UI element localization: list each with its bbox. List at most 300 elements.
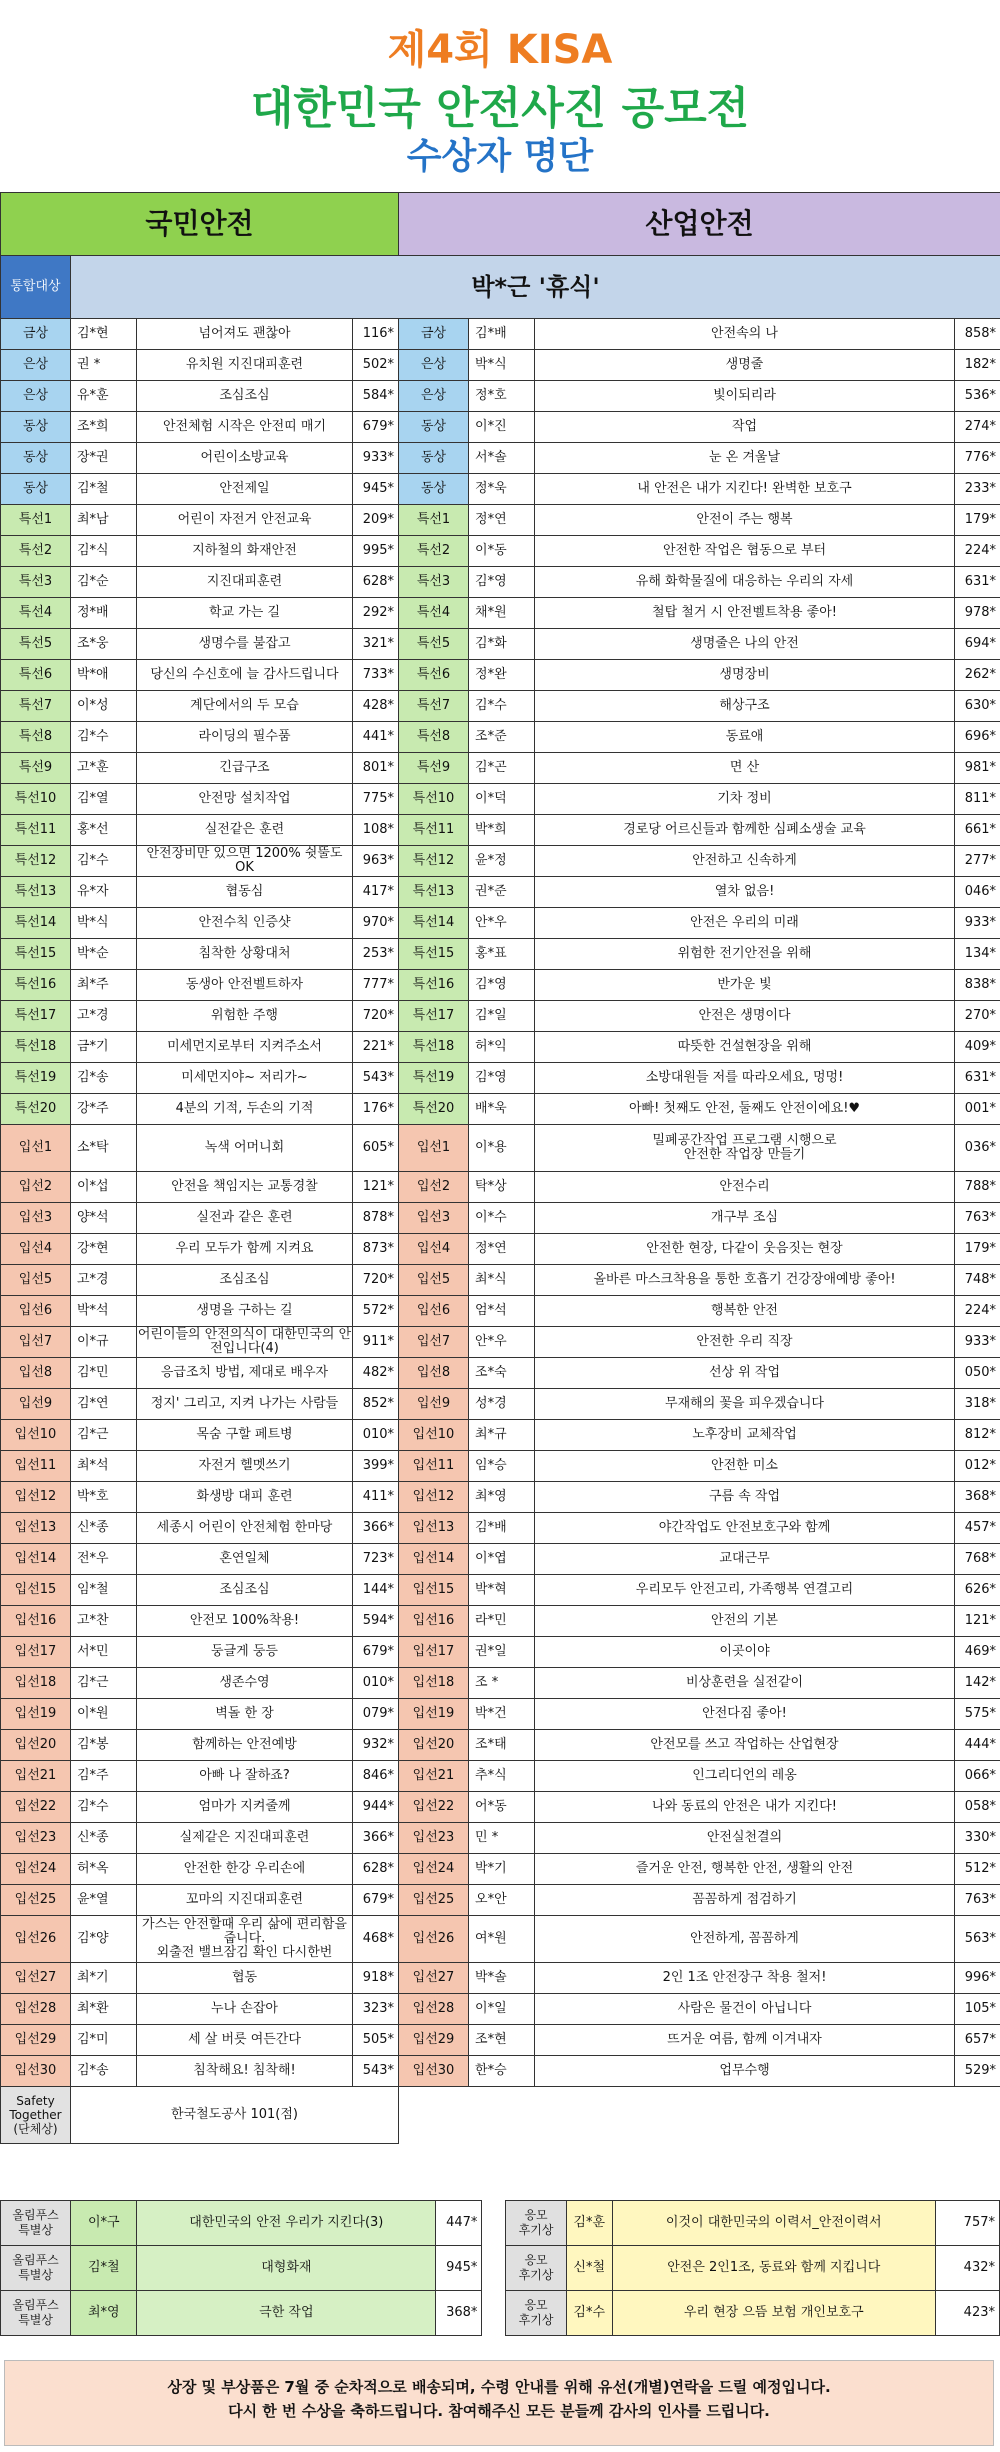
left-winner: 소*탁 (71, 1125, 137, 1172)
right-category: 입선17 (399, 1637, 469, 1668)
right-category: 입선30 (399, 2056, 469, 2087)
left-code: 321* (353, 629, 399, 660)
left-winner: 강*현 (71, 1234, 137, 1265)
right-title: 면 산 (535, 753, 955, 784)
right-title: 무재해의 꽃을 피우겠습니다 (535, 1389, 955, 1420)
left-winner: 이*섭 (71, 1172, 137, 1203)
olympus-award-code: 945* (436, 2246, 482, 2291)
right-title: 위험한 전기안전을 위해 (535, 939, 955, 970)
left-winner: 이*규 (71, 1327, 137, 1358)
left-winner: 김*민 (71, 1358, 137, 1389)
left-winner: 박*애 (71, 660, 137, 691)
right-title: 노후장비 교체작업 (535, 1420, 955, 1451)
right-winner: 김*영 (469, 567, 535, 598)
left-winner: 김*수 (71, 846, 137, 877)
left-category: 입선29 (1, 2025, 71, 2056)
left-title: 4분의 기적, 두손의 기적 (137, 1094, 353, 1125)
right-category: 특선10 (399, 784, 469, 815)
award-row (1, 1994, 1000, 2025)
right-code: 121* (955, 1606, 1000, 1637)
right-title: 구름 속 작업 (535, 1482, 955, 1513)
right-title: 안전한 우리 직장 (535, 1327, 955, 1358)
right-winner: 허*익 (469, 1032, 535, 1063)
right-winner: 박*솔 (469, 1963, 535, 1994)
award-row (1, 1358, 1000, 1389)
left-code: 679* (353, 1885, 399, 1916)
review-award-winner: 김*수 (566, 2291, 612, 2336)
award-row (1, 1389, 1000, 1420)
review-award-label: 응모 후기상 (506, 2201, 566, 2246)
right-winner: 안*우 (469, 908, 535, 939)
award-row (1, 567, 1000, 598)
right-winner: 이*동 (469, 536, 535, 567)
left-winner: 조*희 (71, 412, 137, 443)
left-code: 970* (353, 908, 399, 939)
award-row (1, 1063, 1000, 1094)
right-category: 특선15 (399, 939, 469, 970)
left-code: 116* (353, 319, 399, 350)
left-winner: 최*석 (71, 1451, 137, 1482)
left-code: 846* (353, 1761, 399, 1792)
right-category: 입선7 (399, 1327, 469, 1358)
left-category: 입선24 (1, 1854, 71, 1885)
column-gap (482, 2201, 506, 2246)
left-title: 생명을 구하는 길 (137, 1296, 353, 1327)
right-winner: 정*호 (469, 381, 535, 412)
right-winner: 최*식 (469, 1265, 535, 1296)
right-title: 기차 정비 (535, 784, 955, 815)
right-category: 특선5 (399, 629, 469, 660)
left-winner: 신*종 (71, 1513, 137, 1544)
right-title: 인그리디언의 레옹 (535, 1761, 955, 1792)
left-winner: 최*기 (71, 1963, 137, 1994)
right-winner: 한*승 (469, 2056, 535, 2087)
grand-prize-label: 통합대상 (1, 256, 71, 319)
right-title: 즐거운 안전, 행복한 안전, 생활의 안전 (535, 1854, 955, 1885)
right-title: 나와 동료의 안전은 내가 지킨다! (535, 1792, 955, 1823)
award-row (1, 1544, 1000, 1575)
right-winner: 이*수 (469, 1203, 535, 1234)
left-category: 특선8 (1, 722, 71, 753)
right-winner: 조*태 (469, 1730, 535, 1761)
review-award-code: 757* (935, 2201, 999, 2246)
right-title: 경로당 어르신들과 함께한 심폐소생술 교육 (535, 815, 955, 846)
left-winner: 정*배 (71, 598, 137, 629)
award-row (1, 1482, 1000, 1513)
left-winner: 김*수 (71, 1792, 137, 1823)
right-category: 특선2 (399, 536, 469, 567)
award-row (1, 970, 1000, 1001)
left-category: 특선2 (1, 536, 71, 567)
right-code: 224* (955, 1296, 1000, 1327)
review-award-code: 432* (935, 2246, 999, 2291)
right-title: 우리모두 안전고리, 가족행복 연결고리 (535, 1575, 955, 1606)
right-winner: 김*일 (469, 1001, 535, 1032)
header-industrial-safety: 산업안전 (399, 193, 1000, 256)
right-category: 입선1 (399, 1125, 469, 1172)
right-code: 105* (955, 1994, 1000, 2025)
right-code: 996* (955, 1963, 1000, 1994)
right-category: 입선25 (399, 1885, 469, 1916)
left-code: 572* (353, 1296, 399, 1327)
special-award-row (1, 2246, 1000, 2291)
right-winner: 엄*석 (469, 1296, 535, 1327)
left-code: 852* (353, 1389, 399, 1420)
left-title: 엄마가 지켜줄께 (137, 1792, 353, 1823)
right-winner: 성*경 (469, 1389, 535, 1420)
right-winner: 조*숙 (469, 1358, 535, 1389)
left-code: 628* (353, 1854, 399, 1885)
left-category: 입선16 (1, 1606, 71, 1637)
award-row (1, 1125, 1000, 1172)
award-row (1, 1234, 1000, 1265)
left-category: 입선22 (1, 1792, 71, 1823)
left-category: 특선3 (1, 567, 71, 598)
right-code: 318* (955, 1389, 1000, 1420)
left-winner: 김*주 (71, 1761, 137, 1792)
left-title: 넘어져도 괜찮아 (137, 319, 353, 350)
award-row (1, 1172, 1000, 1203)
award-row (1, 815, 1000, 846)
right-code: 142* (955, 1668, 1000, 1699)
right-code: 575* (955, 1699, 1000, 1730)
left-winner: 이*성 (71, 691, 137, 722)
left-code: 292* (353, 598, 399, 629)
award-row (1, 319, 1000, 350)
award-row (1, 598, 1000, 629)
olympus-award-title: 극한 작업 (137, 2291, 436, 2336)
right-code: 058* (955, 1792, 1000, 1823)
right-code: 788* (955, 1172, 1000, 1203)
olympus-award-code: 368* (436, 2291, 482, 2336)
left-category: 은상 (1, 350, 71, 381)
left-code: 733* (353, 660, 399, 691)
award-row (1, 629, 1000, 660)
right-title: 작업 (535, 412, 955, 443)
right-category: 입선9 (399, 1389, 469, 1420)
right-code: 563* (955, 1916, 1000, 1963)
title-block (0, 0, 1000, 188)
right-title: 비상훈련을 실전같이 (535, 1668, 955, 1699)
award-row (1, 753, 1000, 784)
right-category: 입선4 (399, 1234, 469, 1265)
right-category: 입선19 (399, 1699, 469, 1730)
right-category: 입선8 (399, 1358, 469, 1389)
left-code: 720* (353, 1265, 399, 1296)
right-winner: 조 * (469, 1668, 535, 1699)
right-winner: 정*욱 (469, 474, 535, 505)
right-category: 입선27 (399, 1963, 469, 1994)
left-title: 어린이들의 안전의식이 대한민국의 안전입니다(4) (137, 1327, 352, 1356)
right-code: 838* (955, 970, 1000, 1001)
right-title: 생명줄은 나의 안전 (535, 629, 955, 660)
right-category: 특선16 (399, 970, 469, 1001)
right-title: 안전수리 (535, 1172, 955, 1203)
left-winner: 최*주 (71, 970, 137, 1001)
left-category: 입선23 (1, 1823, 71, 1854)
right-category: 특선14 (399, 908, 469, 939)
left-code: 010* (353, 1668, 399, 1699)
right-code: 661* (955, 815, 1000, 846)
left-winner: 고*경 (71, 1001, 137, 1032)
olympus-award-code: 447* (436, 2201, 482, 2246)
right-category: 특선4 (399, 598, 469, 629)
right-title: 꼼꼼하게 점검하기 (535, 1885, 955, 1916)
right-category: 특선11 (399, 815, 469, 846)
left-category: 입선12 (1, 1482, 71, 1513)
team-award-row (1, 2087, 1000, 2144)
award-row (1, 1420, 1000, 1451)
olympus-award-winner: 이*구 (71, 2201, 137, 2246)
right-title: 생명장비 (535, 660, 955, 691)
left-code: 873* (353, 1234, 399, 1265)
right-code: 657* (955, 2025, 1000, 2056)
left-winner: 김*열 (71, 784, 137, 815)
left-code: 253* (353, 939, 399, 970)
left-title: 우리 모두가 함께 지켜요 (137, 1234, 353, 1265)
right-winner: 김*배 (469, 1513, 535, 1544)
left-winner: 김*현 (71, 319, 137, 350)
left-code: 777* (353, 970, 399, 1001)
right-title: 열차 없음! (535, 877, 955, 908)
left-category: 특선15 (1, 939, 71, 970)
left-title: 누나 손잡아 (137, 1994, 353, 2025)
team-award-value: 한국철도공사 101(점) (71, 2087, 399, 2144)
left-winner: 김*철 (71, 474, 137, 505)
right-title: 생명줄 (535, 350, 955, 381)
left-winner: 권 * (71, 350, 137, 381)
left-category: 동상 (1, 412, 71, 443)
right-winner: 권*준 (469, 877, 535, 908)
left-category: 특선13 (1, 877, 71, 908)
right-winner: 여*원 (469, 1916, 535, 1963)
left-code: 933* (353, 443, 399, 474)
left-code: 963* (353, 846, 399, 877)
left-category: 특선17 (1, 1001, 71, 1032)
left-code: 417* (353, 877, 399, 908)
right-winner: 김*화 (469, 629, 535, 660)
right-category: 입선26 (399, 1916, 469, 1963)
right-winner: 민 * (469, 1823, 535, 1854)
award-row (1, 1575, 1000, 1606)
right-title: 선상 위 작업 (535, 1358, 955, 1389)
right-code: 776* (955, 443, 1000, 474)
right-title: 2인 1조 안전장구 착용 철저! (535, 1963, 955, 1994)
right-code: 536* (955, 381, 1000, 412)
left-title: 협동심 (137, 877, 353, 908)
award-row (1, 1203, 1000, 1234)
olympus-award-title: 대형화재 (137, 2246, 436, 2291)
right-code: 368* (955, 1482, 1000, 1513)
right-winner: 박*기 (469, 1854, 535, 1885)
right-title: 아빠! 첫째도 안전, 둘째도 안전이에요!♥ (535, 1094, 955, 1125)
left-title: 어린이소방교육 (137, 443, 353, 474)
left-title: 미세먼지로부터 지켜주소서 (137, 1032, 353, 1063)
left-code: 428* (353, 691, 399, 722)
award-row (1, 2056, 1000, 2087)
right-code: 270* (955, 1001, 1000, 1032)
left-category: 입선9 (1, 1389, 71, 1420)
right-title: 빛이되리라 (535, 381, 955, 412)
right-code: 469* (955, 1637, 1000, 1668)
award-row (1, 1916, 1000, 1963)
right-winner: 정*연 (469, 505, 535, 536)
left-title: 유치원 지진대피훈련 (137, 350, 353, 381)
left-title: 위험한 주행 (137, 1001, 353, 1032)
right-winner: 권*일 (469, 1637, 535, 1668)
left-category: 특선12 (1, 846, 71, 877)
right-winner: 이*엽 (469, 1544, 535, 1575)
award-row (1, 877, 1000, 908)
left-title: 실제같은 지진대피훈련 (137, 1823, 353, 1854)
award-row (1, 536, 1000, 567)
left-title: 계단에서의 두 모습 (137, 691, 353, 722)
award-row (1, 1637, 1000, 1668)
left-winner: 김*수 (71, 722, 137, 753)
right-title: 안전의 기본 (535, 1606, 955, 1637)
left-category: 입선18 (1, 1668, 71, 1699)
left-title: 응급조치 방법, 제대로 배우자 (137, 1358, 353, 1389)
left-title: 세 살 버릇 여든간다 (137, 2025, 353, 2056)
left-code: 628* (353, 567, 399, 598)
award-row (1, 908, 1000, 939)
right-category: 입선23 (399, 1823, 469, 1854)
right-winner: 안*우 (469, 1327, 535, 1358)
award-row (1, 381, 1000, 412)
right-title: 유해 화학물질에 대응하는 우리의 자세 (535, 567, 955, 598)
right-title: 안전한 미소 (535, 1451, 955, 1482)
olympus-award-winner: 최*영 (71, 2291, 137, 2336)
award-row (1, 784, 1000, 815)
right-winner: 추*식 (469, 1761, 535, 1792)
left-code: 932* (353, 1730, 399, 1761)
left-category: 입선17 (1, 1637, 71, 1668)
right-winner: 김*곤 (469, 753, 535, 784)
left-category: 동상 (1, 443, 71, 474)
right-category: 동상 (399, 412, 469, 443)
review-award-code: 423* (935, 2291, 999, 2336)
olympus-award-label: 올림푸스 특별상 (1, 2246, 71, 2291)
right-title: 눈 온 겨울날 (535, 443, 955, 474)
left-code: 323* (353, 1994, 399, 2025)
right-category: 특선7 (399, 691, 469, 722)
right-code: 696* (955, 722, 1000, 753)
left-winner: 서*민 (71, 1637, 137, 1668)
right-category: 동상 (399, 443, 469, 474)
left-title: 정지' 그리고, 지켜 나가는 사람들 (137, 1389, 353, 1420)
left-category: 특선11 (1, 815, 71, 846)
left-title: 침착한 상황대처 (137, 939, 353, 970)
right-winner: 조*현 (469, 2025, 535, 2056)
right-winner: 오*안 (469, 1885, 535, 1916)
right-winner: 이*용 (469, 1125, 535, 1172)
left-code: 995* (353, 536, 399, 567)
notice-line1: 상장 및 부상품은 7월 중 순차적으로 배송되며, 수령 안내를 위해 유선(개별)연락을 드릴 예정입니다. (167, 2378, 831, 2396)
left-winner: 유*훈 (71, 381, 137, 412)
left-code: 911* (353, 1327, 399, 1358)
review-award-winner: 신*철 (566, 2246, 612, 2291)
left-title: 세종시 어린이 안전체험 한마당 (137, 1513, 353, 1544)
left-category: 특선19 (1, 1063, 71, 1094)
right-winner: 서*솔 (469, 443, 535, 474)
right-title: 교대근무 (535, 1544, 955, 1575)
right-category: 동상 (399, 474, 469, 505)
left-title: 실전과 같은 훈련 (137, 1203, 353, 1234)
right-winner: 박*혁 (469, 1575, 535, 1606)
right-category: 특선19 (399, 1063, 469, 1094)
left-title: 라이딩의 필수품 (137, 722, 353, 753)
right-title: 소방대원들 저를 따라오세요, 멍멍! (535, 1063, 955, 1094)
left-winner: 강*주 (71, 1094, 137, 1125)
left-code: 079* (353, 1699, 399, 1730)
left-winner: 최*남 (71, 505, 137, 536)
left-title: 안전한 한강 우리손에 (137, 1854, 353, 1885)
right-winner: 정*완 (469, 660, 535, 691)
left-winner: 김*근 (71, 1420, 137, 1451)
right-winner: 김*배 (469, 319, 535, 350)
left-title: 화생방 대피 훈련 (137, 1482, 353, 1513)
award-row (1, 412, 1000, 443)
left-title: 벽돌 한 장 (137, 1699, 353, 1730)
left-category: 특선7 (1, 691, 71, 722)
award-row (1, 1513, 1000, 1544)
left-title: 지하철의 화재안전 (137, 536, 353, 567)
left-winner: 이*원 (71, 1699, 137, 1730)
left-category: 특선6 (1, 660, 71, 691)
right-winner: 박*희 (469, 815, 535, 846)
right-category: 입선24 (399, 1854, 469, 1885)
left-title: 생존수영 (137, 1668, 353, 1699)
left-title: 둥글게 둥등 (137, 1637, 353, 1668)
special-awards-table (0, 2200, 1000, 2336)
special-award-row (1, 2291, 1000, 2336)
left-title: 아빠 나 잘하죠? (137, 1761, 353, 1792)
special-award-row (1, 2201, 1000, 2246)
right-title: 밀폐공간작업 프로그램 시행으로 안전한 작업장 만들기 (535, 1125, 955, 1172)
right-category: 특선20 (399, 1094, 469, 1125)
right-category: 특선1 (399, 505, 469, 536)
left-category: 입선1 (1, 1125, 71, 1172)
left-title: 안전수칙 인증샷 (137, 908, 353, 939)
left-winner: 김*봉 (71, 1730, 137, 1761)
left-code: 441* (353, 722, 399, 753)
left-title: 당신의 수신호에 늘 감사드립니다 (137, 660, 353, 691)
right-category: 입선18 (399, 1668, 469, 1699)
award-row (1, 505, 1000, 536)
right-code: 630* (955, 691, 1000, 722)
right-code: 134* (955, 939, 1000, 970)
left-code: 411* (353, 1482, 399, 1513)
right-title: 안전은 우리의 미래 (535, 908, 955, 939)
right-winner: 조*준 (469, 722, 535, 753)
award-row (1, 1327, 1000, 1358)
left-title: 안전망 설치작업 (137, 784, 353, 815)
left-code: 209* (353, 505, 399, 536)
left-code: 918* (353, 1963, 399, 1994)
right-winner: 박*식 (469, 350, 535, 381)
review-award-title: 안전은 2인1조, 동료와 함께 지킵니다 (612, 2246, 935, 2291)
right-code: 812* (955, 1420, 1000, 1451)
left-title: 긴급구조 (137, 753, 353, 784)
right-title: 안전실천결의 (535, 1823, 955, 1854)
right-code: 512* (955, 1854, 1000, 1885)
left-category: 입선11 (1, 1451, 71, 1482)
left-winner: 고*훈 (71, 753, 137, 784)
left-title: 침착해요! 침착해! (137, 2056, 353, 2087)
left-title: 미세먼지야~ 저리가~ (137, 1063, 353, 1094)
left-title: 조심조심 (137, 381, 353, 412)
award-row (1, 660, 1000, 691)
